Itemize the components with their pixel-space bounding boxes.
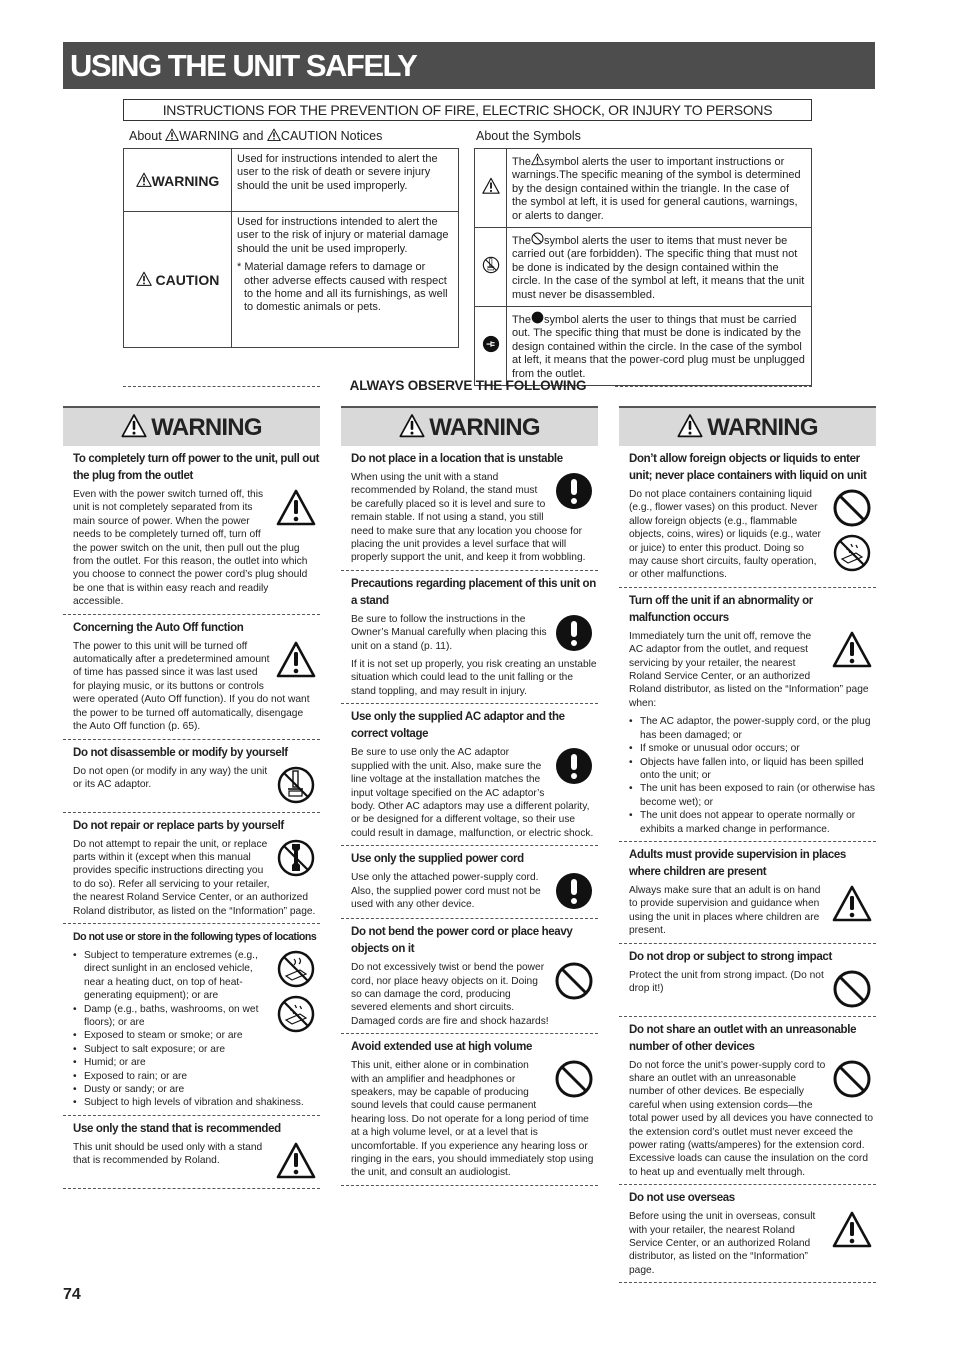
warning-header <box>63 406 320 446</box>
warning-icon <box>677 413 703 439</box>
symbol-cell-prohibited <box>475 228 507 307</box>
caution-icon <box>832 630 872 670</box>
mandatory-icon <box>554 871 594 911</box>
section-title: Turn off the unit if an abnormality or malfunction occurs <box>629 594 813 624</box>
notices-table <box>123 148 459 348</box>
caution-icon <box>276 640 316 680</box>
caution-triangle-icon <box>267 128 281 142</box>
notices-caption <box>129 128 382 144</box>
always-observe-row <box>123 377 812 397</box>
caution-description-cell <box>232 212 459 348</box>
list-item: • Exposed to steam or smoke; or are <box>73 1029 320 1042</box>
section-title: Do not use overseas <box>629 1192 735 1205</box>
unplug-icon <box>482 335 500 353</box>
caution-icon <box>832 1210 872 1250</box>
section-title: Use only the stand that is recommended <box>73 1122 281 1135</box>
section-title: Do not bend the power cord or place heavy objects on it <box>351 926 573 956</box>
section-title: Do not use or store in the following types of locations <box>73 930 317 943</box>
triangle-outline-icon <box>531 153 544 166</box>
symbol-cell-triangle <box>475 149 507 228</box>
section-body: Use only the attached power-supply cord. Also, the supplied power cord must not be used with any other device. <box>351 872 541 910</box>
warning-heading-text: WARNING <box>151 414 262 441</box>
section-power-cord <box>341 846 598 919</box>
list-item: • If smoke or unusual odor occurs; or <box>629 742 876 755</box>
list-item: • Objects have fallen into, or liquid has been spilled onto the unit; or <box>629 756 876 783</box>
section-stand <box>63 1116 320 1189</box>
caution-icon <box>276 1141 316 1181</box>
section-title: Concerning the Auto Off function <box>73 621 244 634</box>
section-body: Even with the power switch turned off, this unit is not completely separated from its main source of power. When the power needs to be completely turned off, turn off the power switch on the unit, then pull out the plug from the outlet. For this reason, the outlet into which you choose to connect the power cord’s plug should be one that is within easy reach and readily accessible. <box>73 489 308 608</box>
caution-icon <box>832 884 872 924</box>
page-title: USING THE UNIT SAFELY <box>63 42 875 89</box>
section-high-volume <box>341 1034 598 1186</box>
triangle-symbol-text <box>507 149 812 228</box>
list-item: • Humid; or are <box>73 1056 320 1069</box>
list-item: • Subject to high levels of vibration and shakiness. <box>73 1096 320 1109</box>
page-number: 74 <box>63 1286 81 1303</box>
warning-triangle-icon <box>165 128 179 142</box>
list-item: • The AC adaptor, the power-supply cord, or the plug has been damaged; or <box>629 715 876 742</box>
section-title: To completely turn off power to the unit, pull out the plug from the outlet <box>73 453 320 482</box>
list-item: • Exposed to rain; or are <box>73 1070 320 1083</box>
filled-circle-icon <box>531 311 544 324</box>
list-item: • The unit has been exposed to rain (or otherwise has become wet); or <box>629 782 876 809</box>
section-auto-off <box>63 615 320 740</box>
section-power-off <box>63 446 320 615</box>
warning-header <box>619 406 876 446</box>
section-body: This unit should be used only with a stand that is recommended by Roland. <box>73 1141 263 1167</box>
mandatory-icon <box>554 746 594 786</box>
about-warning-text: WARNING and <box>179 129 264 143</box>
section-body: When using the unit with a stand recommended by Roland, the stand must be carefully placed so it is level and sure to remain stable. If not using a stand, you still need to make sure that any location you choose for placing the unit provides a level surface that will properly support the unit, and keep it from wobbling. <box>351 472 586 564</box>
section-title: Do not place in a location that is unstable <box>351 453 563 465</box>
divider-left <box>123 386 320 387</box>
triangle-explanation: symbol alerts the user to important instructions or warnings.The specific meaning of the symbol is determined by the design contained within the triangle. In the case of the symbol at left, it is used for general cautions, warnings, or alerts to danger. <box>512 156 801 222</box>
about-caution-text: CAUTION Notices <box>280 129 383 143</box>
caution-label-cell <box>124 212 232 348</box>
warning-label-cell <box>124 149 232 212</box>
prohibited-symbol-text <box>507 228 812 307</box>
prohibited-icon <box>554 961 594 1001</box>
symbol-cell-mandatory <box>475 307 507 386</box>
warning-label: WARNING <box>151 172 220 189</box>
instructions-banner: INSTRUCTIONS FOR THE PREVENTION OF FIRE, ELECTRIC SHOCK, OR INJURY TO PERSONS <box>123 99 812 121</box>
section-title: Don’t allow foreign objects or liquids to enter unit; never place containers with liquid on unit <box>629 453 867 482</box>
section-title: Use only the supplied AC adaptor and the correct voltage <box>351 711 565 741</box>
section-title: Do not disassemble or modify by yourself <box>73 746 288 759</box>
section-ac-adaptor <box>341 704 598 846</box>
warning-triangle-icon <box>136 172 152 188</box>
general-caution-icon <box>482 177 500 195</box>
section-title: Do not share an outlet with an unreasonable number of other devices <box>629 1023 857 1053</box>
section-title: Do not drop or subject to strong impact <box>629 950 832 963</box>
no-repair-icon <box>276 838 316 878</box>
abnormality-list <box>629 715 876 836</box>
caution-icon <box>276 488 316 528</box>
section-unstable <box>341 446 598 571</box>
prohibited-the: The <box>512 235 531 248</box>
caution-triangle-icon <box>136 271 152 287</box>
liquid-icons <box>832 488 872 578</box>
warning-icon <box>121 413 147 439</box>
list-item: • The unit does not appear to operate normally or exhibits a marked change in performance. <box>629 809 876 836</box>
section-body: Do not excessively twist or bend the power cord, nor place heavy objects on it. Doing so can damage the cord, producing severed elements and short circuits. Damaged cords are fire and shock hazards! <box>351 962 549 1027</box>
warning-column-1 <box>63 406 320 1189</box>
section-body: Be sure to use only the AC adaptor supplied with the unit. Also, make sure the line voltage at the installation matches the input voltage specified on the AC adaptor’s body. Other AC adaptors may use a different polarity, or be designed for a different voltage, so their use could result in damage, malfunction, or electric shock. <box>351 747 594 839</box>
prohibited-icon <box>832 488 872 528</box>
caution-label: CAUTION <box>155 272 220 289</box>
section-body: Always make sure that an adult is on hand to provide supervision and guidance when using the unit in places where children are present. <box>629 884 821 937</box>
warning-description: Used for instructions intended to alert the user to the risk of death or severe injury should the unit be used improperly. <box>232 149 459 212</box>
location-list <box>73 949 320 1110</box>
section-locations <box>63 924 320 1116</box>
section-body: Do not place containers containing liquid (e.g., flower vases) on this product. Never allow foreign objects (e.g., flammable objects, coins, wires) or liquids (e.g., water or juice) to enter this product. Doing so may cause short circuits, faulty operation, or other malfunctions. <box>629 489 821 581</box>
prohibited-icon <box>554 1059 594 1099</box>
section-title: Do not repair or replace parts by yourself <box>73 819 284 832</box>
section-body: Before using the unit in overseas, consult with your retailer, the nearest Roland Service Center, or an authorized Roland distributor, as listed on the “Information” page. <box>629 1211 816 1276</box>
section-title: Adults must provide supervision in places where children are present <box>629 848 846 878</box>
no-disassembly-icon <box>482 256 500 274</box>
no-liquid-icon <box>832 533 872 573</box>
always-observe-heading: ALWAYS OBSERVE THE FOLLOWING <box>349 378 587 393</box>
mandatory-explanation: symbol alerts the user to things that must be carried out. The specific thing that must be done is indicated by the design contained within the circle. In the case of the symbol at left, it means that the power-cord plug must be unplugged from the outlet. <box>512 314 805 380</box>
section-children <box>619 842 876 944</box>
warning-header <box>341 406 598 446</box>
section-no-repair <box>63 813 320 924</box>
mandatory-the: The <box>512 314 531 327</box>
section-body: Do not force the unit’s power-supply cord to share an outlet with an unreasonable number of other devices. Be especially careful when using extension cords—the total power used by all devices you have connected to the extension cord’s outlet must never exceed the power rating (watts/amperes) for the extension cord. Excessive loads can cause the insulation on the cord to heat up and eventually melt through. <box>629 1059 874 1178</box>
prohibited-icon <box>832 1059 872 1099</box>
mandatory-icon <box>554 613 594 653</box>
list-item: • Dusty or sandy; or are <box>73 1083 320 1096</box>
section-title: Avoid extended use at high volume <box>351 1041 533 1054</box>
section-no-drop <box>619 944 876 1017</box>
divider-right <box>615 386 812 387</box>
warning-icon <box>399 413 425 439</box>
section-outlet <box>619 1017 876 1186</box>
section-title: Precautions regarding placement of this unit on a stand <box>351 577 596 607</box>
section-body: The power to this unit will be turned off automatically after a predetermined amount of time has passed since it was last used for playing music, or its buttons or controls were operated (Auto Off function). If you do not want the power to be turned off automatically, disengage the Auto Off function (p. 65). <box>73 640 310 733</box>
section-body: Immediately turn the unit off, remove the AC adaptor from the outlet, and request servicing by your retailer, the nearest Roland Service Center, or an authorized Roland distributor, as listed on the “Information” page when: <box>629 630 869 709</box>
warning-column-3 <box>619 406 876 1283</box>
list-item: • Subject to temperature extremes (e.g., direct sunlight in an enclosed vehicle, near a heating duct, on top of heat-generating equipment); or are <box>73 949 320 1003</box>
warning-heading-text: WARNING <box>707 414 818 441</box>
section-abnormality <box>619 588 876 842</box>
section-no-bend-cord <box>341 919 598 1034</box>
warning-column-2 <box>341 406 598 1186</box>
no-disassembly-icon <box>276 765 316 805</box>
section-title: Use only the supplied power cord <box>351 853 524 866</box>
mandatory-icon <box>554 471 594 511</box>
about-text: About <box>129 129 162 143</box>
section-body: Do not open (or modify in any way) the unit or its AC adaptor. <box>73 765 268 790</box>
triangle-the: The <box>512 156 531 168</box>
prohibited-icon <box>832 969 872 1009</box>
prohibited-circle-icon <box>531 232 544 245</box>
section-body: Be sure to follow the instructions in the Owner’s Manual carefully when placing this unit on a stand (p. 11). <box>351 613 547 652</box>
section-foreign-objects <box>619 446 876 588</box>
section-overseas <box>619 1185 876 1283</box>
symbols-caption: About the Symbols <box>476 129 581 143</box>
symbols-table <box>474 148 812 386</box>
section-no-disassemble <box>63 740 320 813</box>
warning-heading-text: WARNING <box>429 414 540 441</box>
caution-description: Used for instructions intended to alert the user to the risk of injury or material damage should the unit be used improperly. <box>237 216 449 255</box>
list-item: • Subject to salt exposure; or are <box>73 1043 320 1056</box>
section-body: Protect the unit from strong impact. (Do not drop it!) <box>629 969 824 994</box>
section-stand-placement <box>341 571 598 704</box>
section-body: Do not attempt to repair the unit, or replace parts within it (except when this manual provides specific instructions directing you to do so). Refer all servicing to your retailer, the nearest Roland Service Center, or an authorized Roland distributor, as listed on the “Information” page. <box>73 838 316 917</box>
section-body-2: If it is not set up properly, you risk creating an unstable situation which could lead to the unit falling or the stand toppling, and may result in injury. <box>351 659 597 697</box>
section-body: This unit, either alone or in combination with an amplifier and headphones or speakers, may be capable of producing sound levels that could cause permanent hearing loss. Do not operate for a long period of time at a high volume level, or at a level that is uncomfortable. If you experience any hearing loss or ringing in the ears, you should immediately stop using the unit, and consult an audiologist. <box>351 1060 594 1179</box>
prohibited-explanation: symbol alerts the user to items that must never be carried out (are forbidden). The specific thing that must not be done is indicated by the design contained within the circle. In the case of the symbol at left, it means that the unit must never be disassembled. <box>512 235 805 301</box>
caution-note: * Material damage refers to damage or other adverse effects caused with respect to the home and all its furnishings, as well to domestic animals or pets. <box>237 261 448 314</box>
list-item: • Damp (e.g., baths, washrooms, on wet floors); or are <box>73 1003 320 1030</box>
mandatory-symbol-text <box>507 307 812 386</box>
